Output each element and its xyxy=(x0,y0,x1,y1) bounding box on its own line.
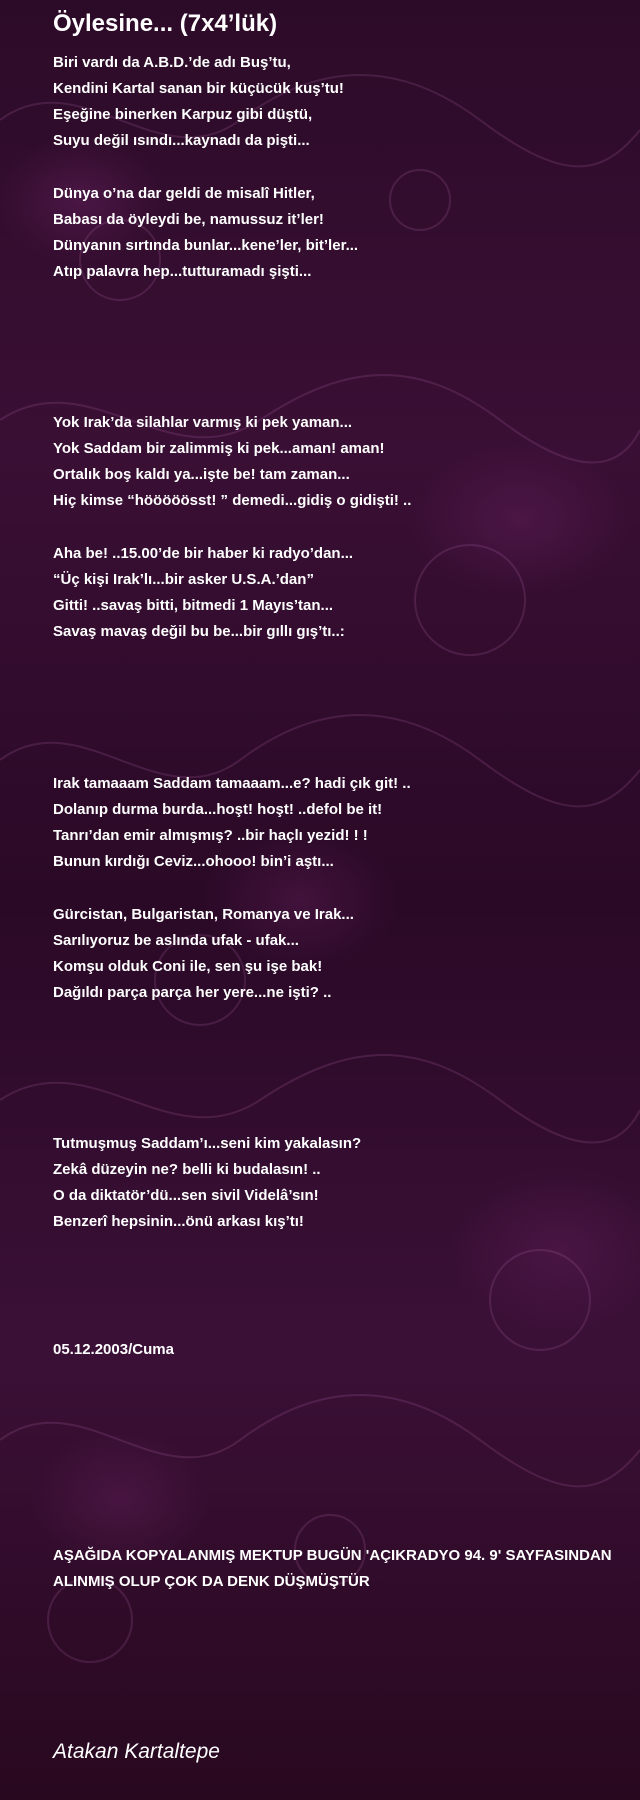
poem-line: Hiç kimse “hööööösst! ” demedi...gidiş o gidişti! .. xyxy=(53,492,412,509)
poem-line: Zekâ düzeyin ne? belli ki budalasın! .. xyxy=(53,1161,321,1178)
poem-line: Aha be! ..15.00’de bir haber ki radyo’dan... xyxy=(53,545,354,562)
poem-line: Irak tamaaam Saddam tamaaam...e? hadi çık git! .. xyxy=(53,775,411,792)
page-title: Öylesine... (7x4’lük) xyxy=(53,10,278,37)
note-line: AŞAĞIDA KOPYALANMIŞ MEKTUP BUGÜN 'AÇIKRADYO 94. 9' SAYFASINDAN xyxy=(53,1547,612,1564)
poem-line: Ortalık boş kaldı ya...işte be! tam zaman... xyxy=(53,466,350,483)
poem-date: 05.12.2003/Cuma xyxy=(53,1341,174,1358)
poem-line: Dolanıp durma burda...hoşt! hoşt! ..defol be it! xyxy=(53,801,383,818)
stanza-4 xyxy=(53,541,640,645)
poem-line: Dünya o’na dar geldi de misalî Hitler, xyxy=(53,185,315,202)
stanza-7 xyxy=(53,1131,640,1235)
poem-line: Kendini Kartal sanan bir küçücük kuş’tu! xyxy=(53,80,344,97)
poem-line: Sarılıyoruz be aslında ufak - ufak... xyxy=(53,932,299,949)
poem-line: Dünyanın sırtında bunlar...kene’ler, bit’ler... xyxy=(53,237,359,254)
poem-line: Yok Irak’da silahlar varmış ki pek yaman... xyxy=(53,414,353,431)
poem-line: Biri vardı da A.B.D.’de adı Buş’tu, xyxy=(53,54,291,71)
poem-line: Eşeğine binerken Karpuz gibi düştü, xyxy=(53,106,313,123)
author-name: Atakan Kartaltepe xyxy=(53,1740,220,1763)
stanza-3 xyxy=(53,410,640,514)
note-line: ALINMIŞ OLUP ÇOK DA DENK DÜŞMÜŞTÜR xyxy=(53,1573,370,1590)
stanza-6 xyxy=(53,902,640,1006)
poem-line: Babası da öyleydi be, namussuz it’ler! xyxy=(53,211,324,228)
poem-line: Gitti! ..savaş bitti, bitmedi 1 Mayıs’tan... xyxy=(53,597,334,614)
stanza-5 xyxy=(53,771,640,875)
poem-line: Suyu değil ısındı...kaynadı da pişti... xyxy=(53,132,310,149)
poem-line: Yok Saddam bir zalimmiş ki pek...aman! aman! xyxy=(53,440,385,457)
poem-line: Dağıldı parça parça her yere...ne işti? .. xyxy=(53,984,332,1001)
stanza-1 xyxy=(53,50,640,154)
poem-line: Bunun kırdığı Ceviz...ohooo! bin’i aştı... xyxy=(53,853,334,870)
poem-line: Atıp palavra hep...tutturamadı şişti... xyxy=(53,263,312,280)
poem-line: “Üç kişi Irak’lı...bir asker U.S.A.’dan” xyxy=(53,571,314,588)
poem-line: O da diktatör’dü...sen sivil Videlâ’sın! xyxy=(53,1187,319,1204)
poem-line: Tanrı’dan emir almışmış? ..bir haçlı yezid! ! ! xyxy=(53,827,368,844)
editor-note xyxy=(53,1543,640,1595)
poem-line: Komşu olduk Coni ile, sen şu işe bak! xyxy=(53,958,323,975)
poem-line: Gürcistan, Bulgaristan, Romanya ve Irak... xyxy=(53,906,354,923)
stanza-2 xyxy=(53,181,640,285)
poem-line: Benzerî hepsinin...önü arkası kış’tı! xyxy=(53,1213,304,1230)
poem-line: Tutmuşmuş Saddam’ı...seni kim yakalasın? xyxy=(53,1135,362,1152)
poem-line: Savaş mavaş değil bu be...bir gıllı gış’tı..: xyxy=(53,623,345,640)
